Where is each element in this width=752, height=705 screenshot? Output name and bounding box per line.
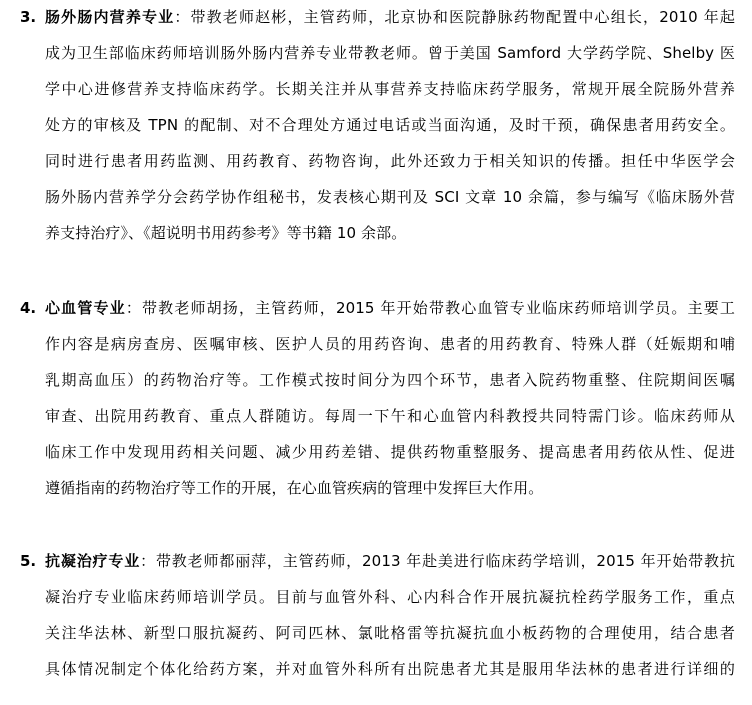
paragraph-line: 乳期高血压）的药物治疗等。工作模式按时间分为四个环节，患者入院药物重整、住院期间医嘱	[45, 371, 735, 389]
list-number: 4.	[20, 299, 37, 317]
line-text: ：带教老师都丽萍，主管药师，2013 年赴美进行临床药学培训，2015 年开始带教抗	[140, 552, 735, 570]
paragraph-line: 临床工作中发现用药相关问题、减少用药差错、提供药物重整服务、提高患者用药依从性、促进	[45, 443, 735, 461]
list-number: 3.	[20, 8, 37, 26]
paragraph-line: 成为卫生部临床药师培训肠外肠内营养专业带教老师。曾于美国 Samford 大学药学院、Shelby 医	[45, 44, 735, 62]
paragraph-line: 肠外肠内营养学分会药学协作组秘书，发表核心期刊及 SCI 文章 10 余篇，参与编写《临床肠外营	[45, 188, 735, 206]
paragraph-line: 遵循指南的药物治疗等工作的开展，在心血管疾病的管理中发挥巨大作用。	[45, 479, 544, 497]
paragraph-line: 同时进行患者用药监测、用药教育、药物咨询，此外还致力于相关知识的传播。担任中华医学会	[45, 152, 735, 170]
paragraph-line: 凝治疗专业临床药师培训学员。目前与血管外科、心内科合作开展抗凝抗栓药学服务工作，重点	[45, 588, 735, 606]
section-title: 抗凝治疗专业	[45, 552, 141, 570]
paragraph-line: 审查、出院用药教育、重点人群随访。每周一下午和心血管内科教授共同特需门诊。临床药师从	[45, 407, 735, 425]
paragraph-line: 具体情况制定个体化给药方案，并对血管外科所有出院患者尤其是服用华法林的患者进行详细的	[45, 660, 735, 678]
line-text: ：带教老师赵彬，主管药师，北京协和医院静脉药物配置中心组长，2010 年起	[174, 8, 735, 26]
paragraph-line: 学中心进修营养支持临床药学。长期关注并从事营养支持临床药学服务，常规开展全院肠外营养	[45, 80, 735, 98]
line-text: ：带教老师胡扬，主管药师，2015 年开始带教心血管专业临床药师培训学员。主要工	[125, 299, 735, 317]
paragraph-line: 养支持治疗》、《超说明书用药参考》等书籍 10 余部。	[45, 224, 407, 242]
paragraph-line	[45, 292, 735, 325]
list-number: 5.	[20, 552, 37, 570]
paragraph-line: 作内容是病房查房、医嘱审核、医护人员的用药咨询、患者的用药教育、特殊人群（妊娠期和哺	[45, 335, 735, 353]
section-title: 心血管专业	[45, 299, 126, 317]
paragraph-line: 处方的审核及 TPN 的配制、对不合理处方通过电话或当面沟通，及时干预，确保患者用药安全。	[45, 116, 735, 134]
paragraph-line: 关注华法林、新型口服抗凝药、阿司匹林、氯吡格雷等抗凝抗血小板药物的合理使用，结合患者	[45, 624, 735, 642]
section-title: 肠外肠内营养专业	[45, 8, 175, 26]
paragraph-line	[45, 545, 735, 578]
paragraph-line	[45, 1, 735, 34]
